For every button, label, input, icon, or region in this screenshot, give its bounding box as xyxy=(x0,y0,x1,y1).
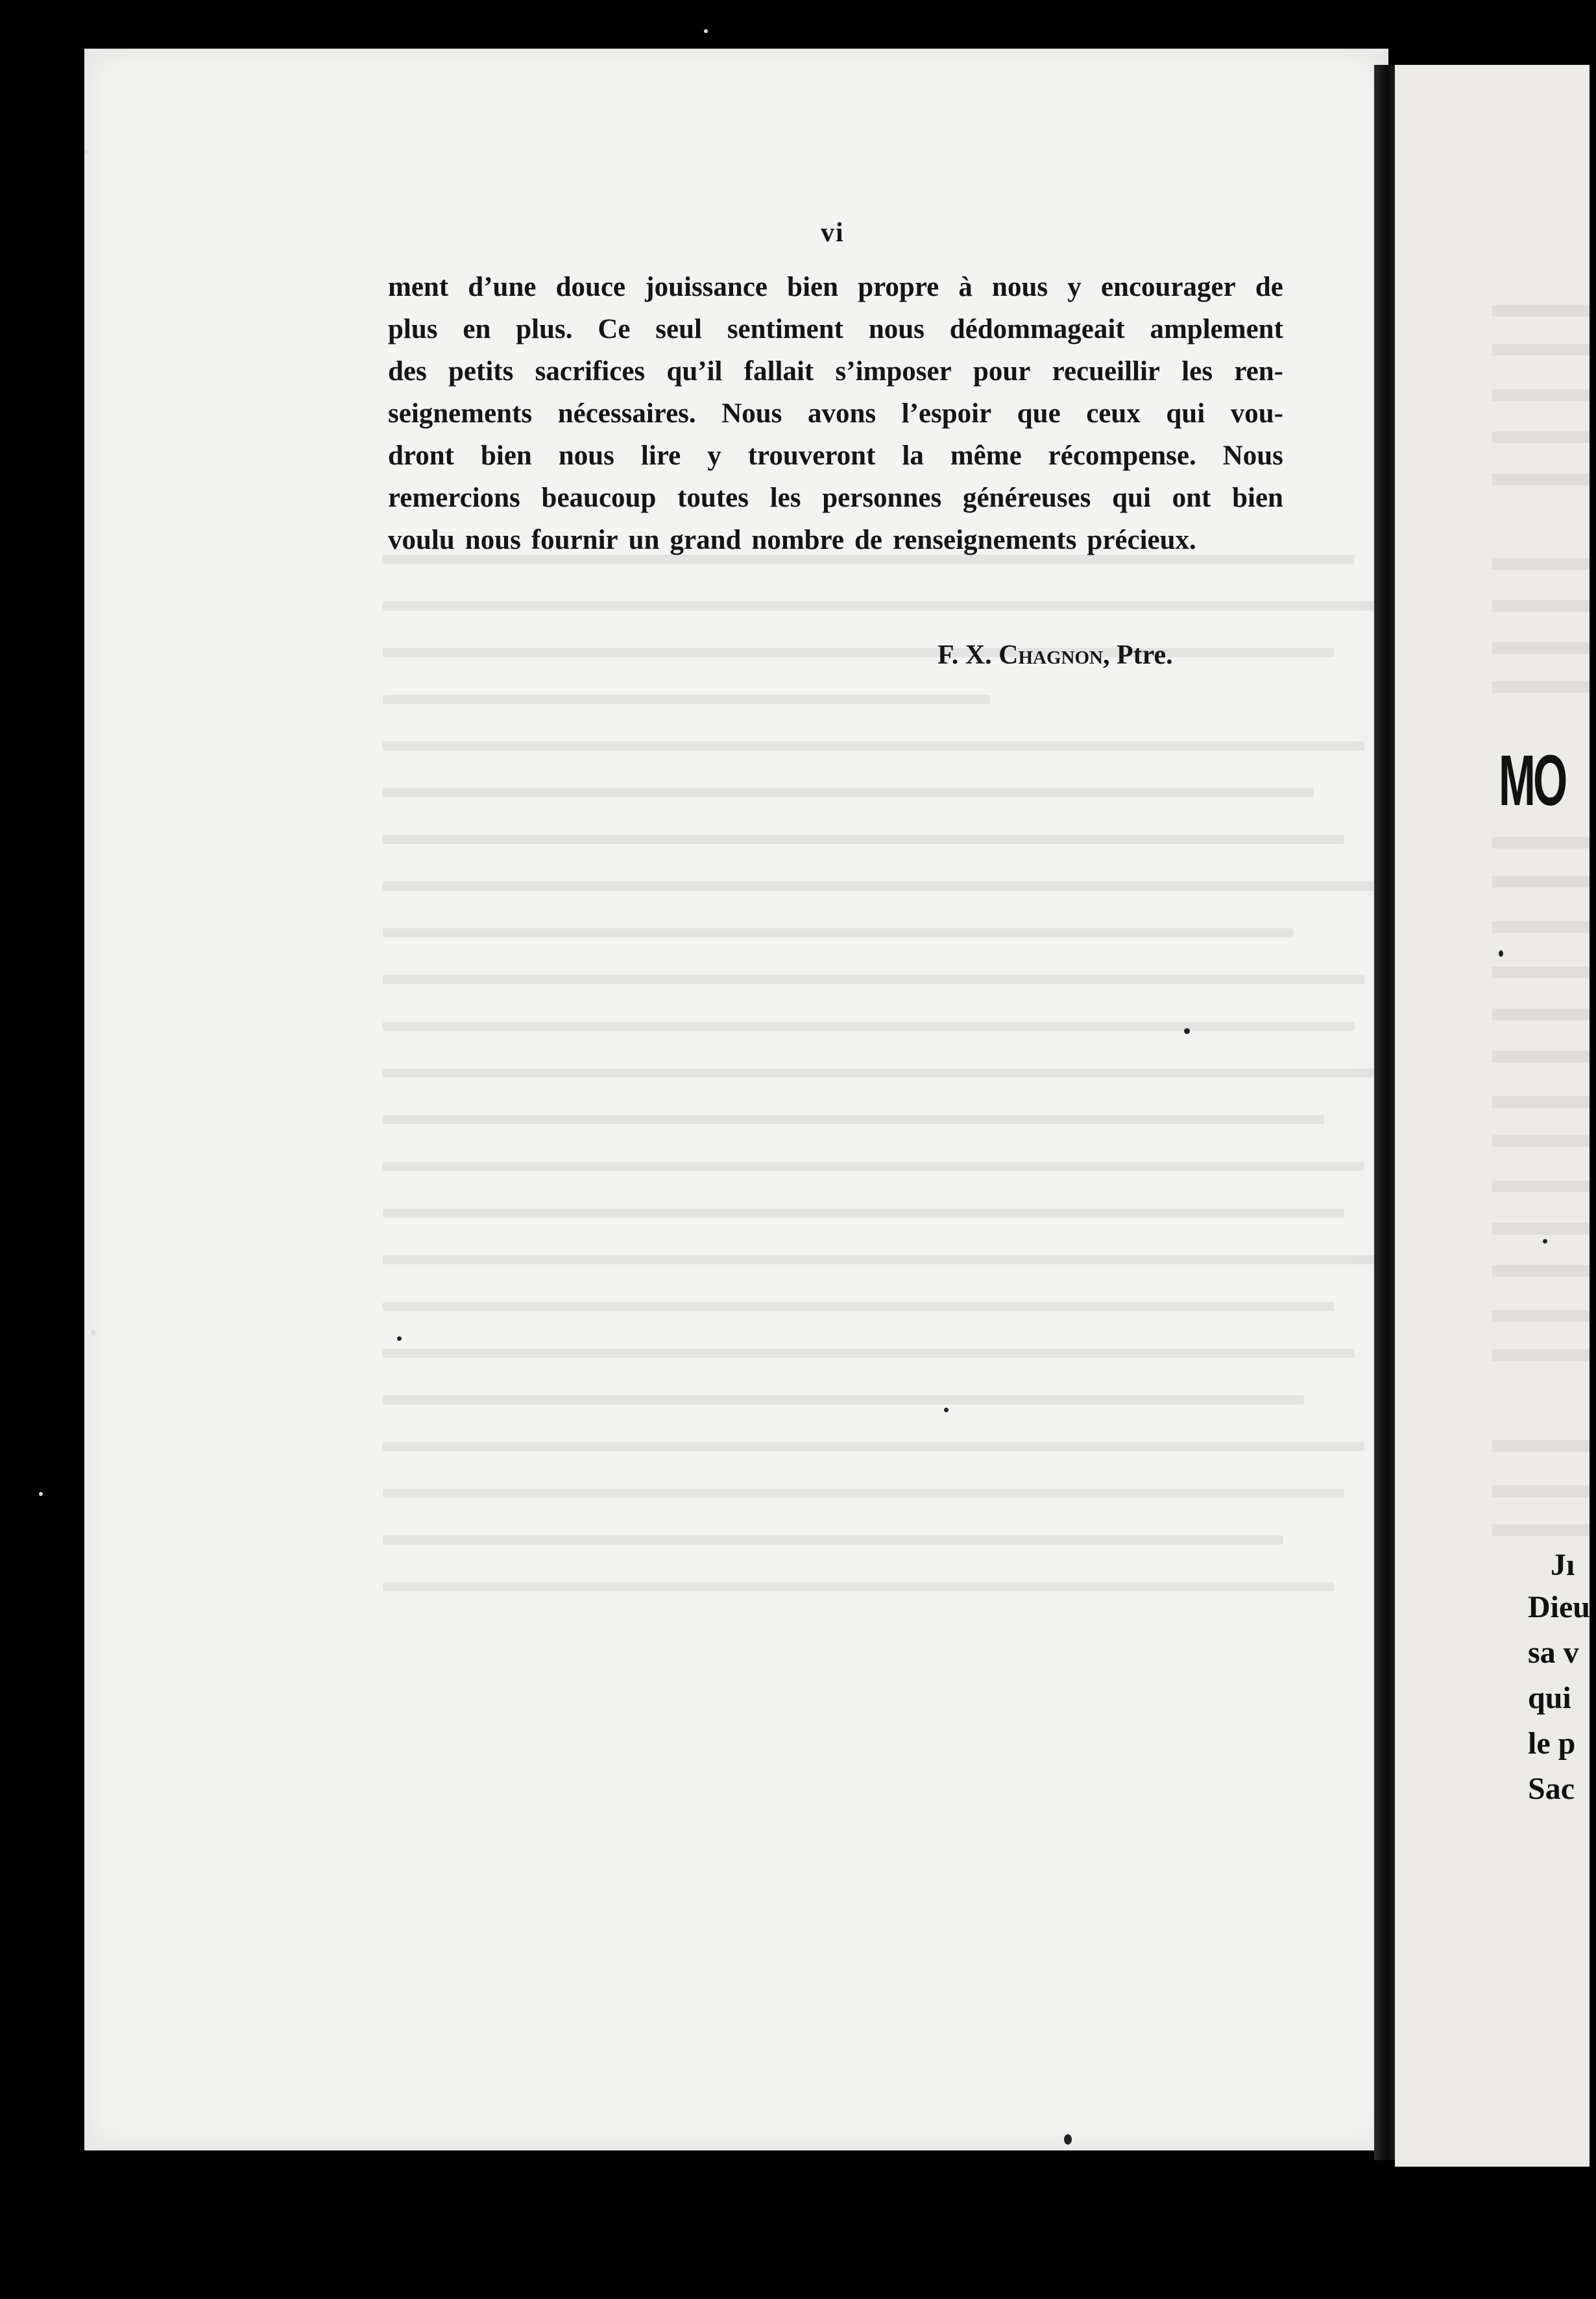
book-gutter xyxy=(1374,65,1395,2160)
paragraph-word: nous xyxy=(868,314,925,344)
paragraph-word: y xyxy=(707,440,721,471)
signature-initials: F. X. xyxy=(937,640,992,670)
paragraph-word: ment xyxy=(388,272,449,302)
right-page-line-fragment: sa v xyxy=(1528,1635,1579,1670)
paragraph-word: la xyxy=(902,440,924,471)
paragraph-word: à xyxy=(958,272,973,302)
page-number: vi xyxy=(821,218,845,248)
paragraph-word: ceux xyxy=(1086,398,1141,429)
paragraph-line xyxy=(388,350,1283,392)
paragraph-word: fournir xyxy=(531,525,618,555)
paragraph-word: les xyxy=(1181,356,1213,387)
paragraph-word: précieux. xyxy=(1087,525,1196,555)
paragraph-word: dédommageait xyxy=(949,314,1125,344)
paragraph-word: jouissance xyxy=(645,272,768,302)
paragraph-word: grand xyxy=(670,525,742,555)
paragraph-word: qu’il xyxy=(666,356,723,387)
paragraph-line xyxy=(388,519,1283,561)
paragraph-word: amplement xyxy=(1150,314,1283,344)
paragraph-word: nombre xyxy=(751,525,844,555)
right-page-line-fragment: le p xyxy=(1528,1726,1576,1761)
right-page-line-fragment: Sac xyxy=(1528,1772,1575,1806)
scan-speck xyxy=(91,1330,96,1335)
paragraph-word: propre xyxy=(858,272,939,302)
scan-speck xyxy=(397,1336,402,1341)
paragraph-word: recueillir xyxy=(1052,356,1161,387)
paragraph-word: vou- xyxy=(1230,398,1283,429)
paragraph-word: beaucoup xyxy=(541,483,657,513)
paragraph-word: dront xyxy=(388,440,454,471)
paragraph-word: ren- xyxy=(1234,356,1283,387)
paragraph-word: un xyxy=(628,525,660,555)
paragraph-word: seignements xyxy=(388,398,533,429)
paragraph-word: y xyxy=(1067,272,1082,302)
paragraph-line xyxy=(388,477,1283,519)
paragraph-word: plus. xyxy=(516,314,573,344)
paragraph-word: pour xyxy=(973,356,1031,387)
signature-title: Ptre. xyxy=(1116,640,1173,670)
paragraph-word: que xyxy=(1017,398,1061,429)
paragraph-word: plus xyxy=(388,314,438,344)
scan-speck xyxy=(944,1408,949,1412)
paragraph-word: Nous xyxy=(1222,440,1283,471)
right-page-line-fragment: qui xyxy=(1528,1681,1571,1715)
scan-speck xyxy=(1184,1028,1190,1034)
paragraph-word: des xyxy=(388,356,427,387)
paragraph-line xyxy=(388,308,1283,350)
paragraph-word: lire xyxy=(640,440,681,471)
paragraph-word: Ce xyxy=(598,314,631,344)
paragraph-word: s’imposer xyxy=(835,356,952,387)
scan-speck xyxy=(1543,1239,1547,1244)
paragraph-word: sentiment xyxy=(727,314,843,344)
paragraph-word: même xyxy=(950,440,1022,471)
paragraph-line xyxy=(388,266,1283,308)
paragraph-word: l’espoir xyxy=(901,398,992,429)
paragraph-word: seul xyxy=(655,314,702,344)
paragraph-word: douce xyxy=(555,272,626,302)
right-page-line-fragment: Dieu xyxy=(1528,1590,1590,1624)
paragraph-word: de xyxy=(1255,272,1283,302)
author-signature xyxy=(937,640,1173,671)
paragraph-word: bien xyxy=(1232,483,1283,513)
paragraph-word: encourager xyxy=(1100,272,1236,302)
paragraph-word: sacrifices xyxy=(535,356,646,387)
paragraph-word: bien xyxy=(480,440,532,471)
paragraph-word: généreuses xyxy=(962,483,1091,513)
paragraph-word: ont xyxy=(1172,483,1211,513)
right-page-line-fragment: Jı xyxy=(1551,1548,1575,1582)
scan-speck xyxy=(704,29,708,33)
right-page xyxy=(1395,65,1590,2167)
paragraph-word: de xyxy=(854,525,882,555)
paragraph-word: les xyxy=(769,483,801,513)
paragraph-word: toutes xyxy=(677,483,749,513)
paragraph-word: qui xyxy=(1166,398,1205,429)
paragraph-word: voulu xyxy=(388,525,455,555)
paragraph-word: personnes xyxy=(822,483,942,513)
paragraph-word: petits xyxy=(448,356,514,387)
scan-speck xyxy=(84,149,89,154)
body-paragraph xyxy=(388,266,1283,561)
paragraph-line xyxy=(388,435,1283,477)
paragraph-word: trouveront xyxy=(747,440,876,471)
signature-name: Chagnon, xyxy=(998,640,1110,670)
show-through-bleed xyxy=(383,555,1395,1787)
paragraph-word: remercions xyxy=(388,483,520,513)
scan-speck xyxy=(39,1492,43,1496)
paragraph-word: nécessaires. xyxy=(557,398,696,429)
paragraph-word: récompense. xyxy=(1048,440,1196,471)
paragraph-word: nous xyxy=(558,440,614,471)
paragraph-word: avons xyxy=(807,398,877,429)
paragraph-word: bien xyxy=(787,272,839,302)
paragraph-word: fallait xyxy=(744,356,814,387)
scan-speck xyxy=(1064,2134,1072,2145)
paragraph-word: renseignements xyxy=(892,525,1077,555)
right-page-heading-fragment: MO xyxy=(1499,741,1566,821)
paragraph-word: nous xyxy=(992,272,1048,302)
paragraph-line xyxy=(388,392,1283,435)
paragraph-word: en xyxy=(463,314,491,344)
paragraph-word: d’une xyxy=(468,272,537,302)
paragraph-word: qui xyxy=(1112,483,1151,513)
paragraph-word: nous xyxy=(465,525,521,555)
paragraph-word: Nous xyxy=(721,398,782,429)
scan-speck xyxy=(1499,950,1503,957)
